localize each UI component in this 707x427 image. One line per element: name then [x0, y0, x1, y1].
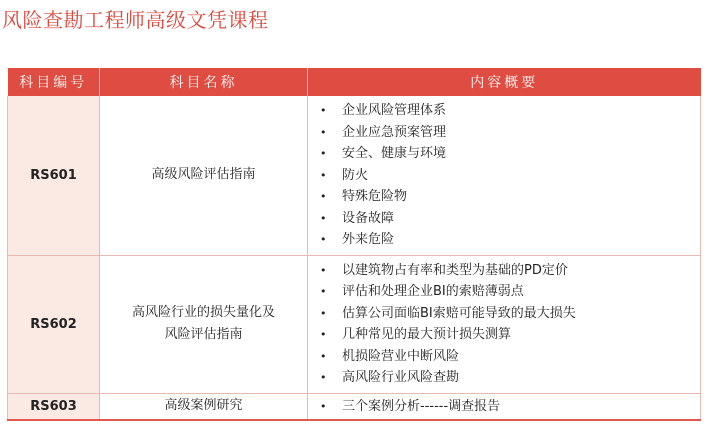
bullet-icon: •: [320, 263, 327, 277]
course-table: [7, 68, 701, 421]
bullet-icon: •: [320, 147, 327, 160]
table-row: [8, 393, 701, 420]
list-item: • 机损险营业中断风险: [320, 346, 700, 368]
bullet-icon: •: [320, 233, 327, 246]
bullet-icon: •: [320, 371, 327, 384]
bullet-icon: •: [320, 306, 327, 320]
course-code: RS601: [8, 96, 100, 255]
table-row: [8, 96, 701, 255]
list-item: • 以建筑物占有率和类型为基础的PD定价: [320, 260, 700, 282]
list-item: • 企业应急预案管理: [320, 122, 700, 144]
bullet-icon: •: [320, 328, 327, 341]
bullet-icon: •: [320, 285, 327, 298]
list-item: • 高风险行业风险查勘: [320, 367, 700, 389]
course-code: RS603: [8, 393, 100, 420]
course-name-line: 高风险行业的损失量化及: [131, 305, 275, 320]
course-code: RS602: [8, 255, 100, 393]
list-item: • 安全、健康与环境: [320, 143, 700, 165]
bullet-icon: •: [320, 399, 327, 413]
course-name: [100, 96, 308, 255]
course-name: [100, 393, 308, 420]
list-item: • 外来危险: [320, 229, 700, 251]
bullet-icon: •: [320, 190, 327, 203]
list-item: • 评估和处理企业BI的索赔薄弱点: [320, 281, 700, 303]
list-item: • 防火: [320, 165, 700, 187]
course-name-line: 高级案例研究: [164, 398, 243, 414]
course-name-line: 高级风险评估指南: [151, 167, 256, 183]
bullet-icon: •: [320, 168, 327, 182]
header-name: 科目名称: [100, 68, 308, 96]
table-header-row: [8, 68, 701, 96]
course-content: [308, 96, 701, 255]
list-item: • 设备故障: [320, 208, 700, 230]
table-row: [8, 255, 701, 393]
list-item: • 特殊危险物: [320, 186, 700, 208]
course-name-line: 风险评估指南: [164, 327, 243, 342]
list-item: • 企业风险管理体系: [320, 100, 700, 122]
list-item: • 估算公司面临BI索赔可能导致的最大损失: [320, 303, 700, 325]
course-content: [308, 255, 701, 393]
course-name: [100, 255, 308, 393]
course-content: [308, 393, 701, 420]
list-item: • 几种常见的最大预计损失测算: [320, 324, 700, 346]
bullet-icon: •: [320, 104, 327, 117]
header-code: 科目编号: [8, 68, 100, 96]
bullet-icon: •: [320, 349, 327, 363]
bullet-icon: •: [320, 211, 327, 225]
bullet-icon: •: [320, 125, 327, 139]
list-item: • 三个案例分析------调查报告: [320, 396, 700, 418]
header-content: 内容概要: [308, 68, 701, 96]
page-title: 风险查勘工程师高级文凭课程: [2, 8, 269, 32]
